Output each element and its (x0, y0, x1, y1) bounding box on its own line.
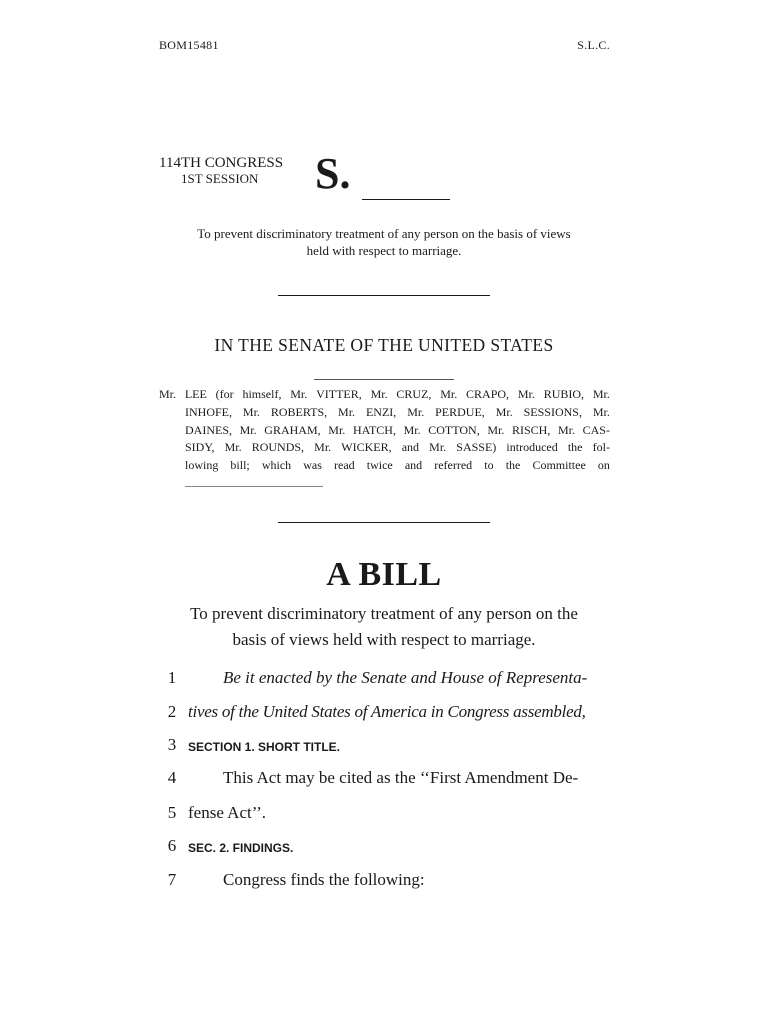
sponsor-word: Mr. (440, 387, 458, 401)
congress-number: 114TH CONGRESS (159, 155, 284, 171)
sponsor-word: Mr. (239, 422, 257, 437)
sponsor-word: Mr. (370, 387, 388, 401)
sponsor-word: COTTON, (428, 422, 480, 437)
sponsor-word: and (404, 458, 423, 473)
document-id: BOM15481 (159, 38, 219, 52)
line-number: 4 (167, 768, 177, 787)
sponsor-word: HATCH, (352, 422, 396, 437)
sponsor-word: the (505, 458, 521, 473)
sponsor-word: Mr. (517, 387, 535, 401)
enacting-clause-line: Be it enacted by the Senate and House of Representa- (223, 668, 588, 687)
sponsor-word: CRAPO, (466, 387, 510, 401)
sponsor-word: CRUZ, (396, 387, 432, 401)
sponsor-word: RISCH, (512, 422, 551, 437)
bill-number-blank (362, 199, 450, 200)
sponsor-word: RUBIO, (543, 387, 585, 401)
long-title-line: To prevent discriminatory treatment of any person on the (190, 604, 578, 623)
sponsor-word: Mr. (338, 404, 356, 419)
section-heading: SEC. 2. FINDINGS. (188, 841, 294, 855)
body-line: Congress finds the following: (223, 870, 425, 889)
section-heading: SECTION 1. SHORT TITLE. (188, 740, 341, 754)
sponsor-line (159, 404, 610, 422)
sponsor-word: Mr. (592, 404, 610, 419)
sponsor-word: (for (215, 387, 234, 401)
enacting-clause-line: tives of the United States of America in Congress assembled, (188, 702, 586, 721)
sponsor-word: Mr. (403, 422, 421, 437)
sponsor-word: LEE (184, 387, 207, 401)
line-number: 5 (167, 803, 177, 822)
body-line: This Act may be cited as the ‘‘First Amendment De- (223, 768, 579, 787)
line-number: 1 (167, 668, 177, 687)
sponsor-word: ENZI, (365, 404, 397, 419)
sponsor-word: INHOFE, (185, 404, 232, 419)
sponsor-word: WICKER, (341, 440, 392, 455)
sponsor-word: and (401, 440, 420, 455)
sponsor-word: the (567, 440, 583, 455)
short-title-line: To prevent discriminatory treatment of any person on the basis of views (197, 226, 571, 241)
sponsor-word: twice (366, 458, 393, 473)
sponsor-word: himself, (242, 387, 282, 401)
sponsor-line (159, 386, 610, 404)
sponsor-word: Mr. (429, 440, 447, 455)
sponsor-line (159, 439, 610, 457)
line-number: 3 (167, 735, 177, 754)
sponsor-word: read (334, 458, 355, 473)
sponsor-paragraph (159, 386, 610, 475)
long-title (0, 601, 768, 653)
long-title-line: basis of views held with respect to marriage. (232, 630, 536, 649)
body-line: fense Act’’. (188, 803, 267, 822)
sponsor-word: GRAHAM, (264, 422, 321, 437)
short-title (0, 225, 768, 259)
committee-blank (185, 486, 323, 487)
sponsor-word: ROUNDS, (251, 440, 305, 455)
sponsor-line (159, 422, 610, 440)
sponsor-word: lowing (185, 458, 219, 473)
sponsor-word: bill; (230, 458, 250, 473)
sponsor-word: DAINES, (185, 422, 232, 437)
sponsor-word: Mr. (407, 404, 425, 419)
sponsor-word: introduced (506, 440, 558, 455)
sponsor-word: fol- (592, 440, 610, 455)
line-number: 7 (167, 870, 177, 889)
sponsor-word: Mr. (242, 404, 260, 419)
sponsor-word: SIDY, (185, 440, 215, 455)
sponsor-word: to (484, 458, 494, 473)
short-title-line: held with respect to marriage. (306, 243, 462, 258)
sponsor-word: on (597, 458, 610, 473)
sponsor-word: Mr. (557, 422, 575, 437)
sponsor-word: Mr. (290, 387, 308, 401)
sponsor-word: CAS- (582, 422, 610, 437)
sponsor-word: PERDUE, (435, 404, 485, 419)
sponsor-word: SESSIONS, (523, 404, 582, 419)
session-label: 1ST SESSION (181, 171, 259, 186)
sponsor-word: Mr. (159, 387, 177, 401)
divider-rule (278, 295, 490, 296)
divider-rule (278, 522, 490, 523)
sponsor-word: Mr. (328, 422, 346, 437)
thin-divider (314, 379, 454, 380)
congress-block (159, 155, 283, 187)
sponsor-word: was (303, 458, 322, 473)
sponsor-word: referred (434, 458, 473, 473)
sponsor-word: which (261, 458, 292, 473)
sponsor-word: Mr. (314, 440, 332, 455)
sponsor-word: Committee (532, 458, 586, 473)
sponsor-line (159, 457, 610, 475)
sponsor-word: Mr. (224, 440, 242, 455)
office-code: S.L.C. (577, 38, 610, 52)
sponsor-word: Mr. (487, 422, 505, 437)
sponsor-word: Mr. (495, 404, 513, 419)
sponsor-word: SASSE) (456, 440, 497, 455)
bill-heading: A BILL (326, 556, 442, 593)
sponsor-word: ROBERTS, (270, 404, 328, 419)
line-number: 6 (167, 836, 177, 855)
line-number: 2 (167, 702, 177, 721)
chamber-heading: IN THE SENATE OF THE UNITED STATES (214, 335, 554, 355)
sponsor-word: Mr. (592, 387, 610, 401)
sponsor-word: VITTER, (316, 387, 362, 401)
bill-prefix: S. (315, 149, 351, 198)
